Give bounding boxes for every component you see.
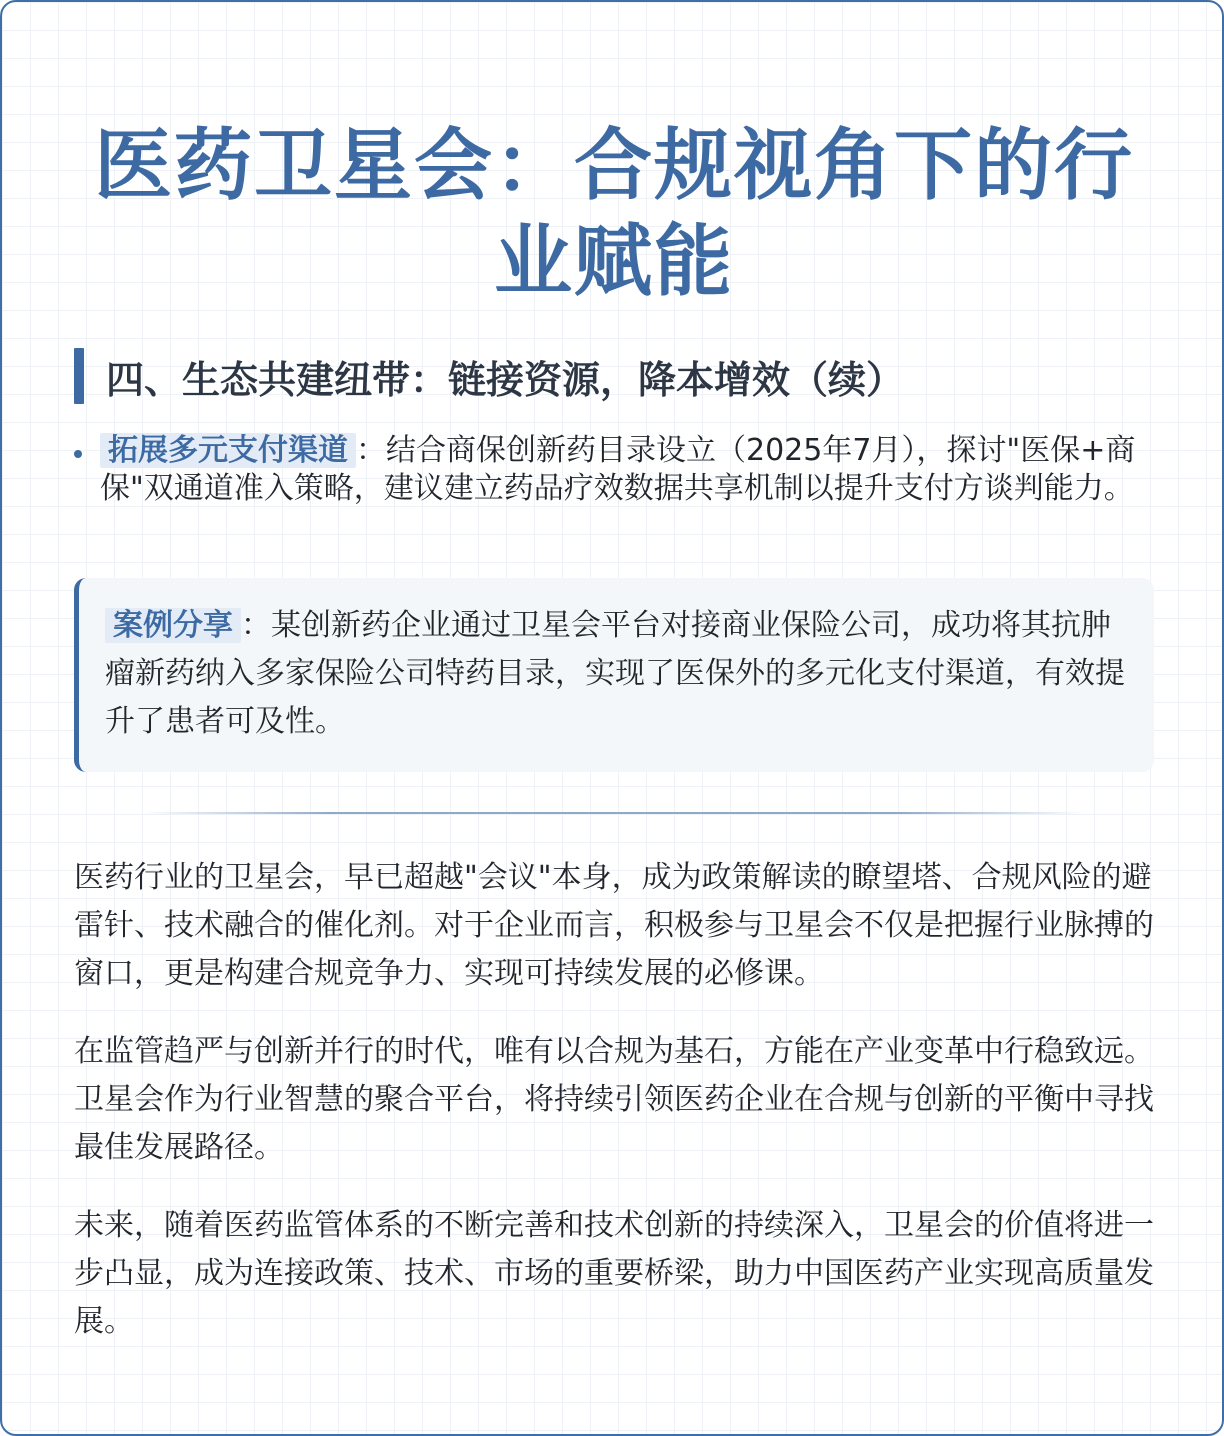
bullet-body	[100, 432, 1144, 508]
bullet-dot-icon	[74, 450, 82, 458]
paragraph-1: 医药行业的卫星会，早已超越"会议"本身，成为政策解读的瞭望塔、合规风险的避雷针、技术融合的催化剂。对于企业而言，积极参与卫星会不仅是把握行业脉搏的窗口，更是构建合规竞争力、实现可持续发展的必修课。	[74, 860, 1154, 991]
bullet-item	[74, 432, 1144, 508]
section-divider	[142, 812, 1086, 814]
bullet-text: 结合商保创新药目录设立（2025年7月），探讨"医保+商保"双通道准入策略，建议建立药品疗效数据共享机制以提升支付方谈判能力。	[100, 433, 1136, 506]
page-title: 医药卫星会：合规视角下的行业赋能	[93, 121, 1134, 307]
case-highlight-label: 案例分享	[105, 608, 241, 643]
case-study-callout	[74, 578, 1154, 772]
section-accent-bar	[74, 348, 84, 404]
bullet-highlight-label: 拓展多元支付渠道	[100, 433, 356, 468]
case-text: 某创新药企业通过卫星会平台对接商业保险公司，成功将其抗肿瘤新药纳入多家保险公司特药目录，实现了医保外的多元化支付渠道，有效提升了患者可及性。	[105, 608, 1125, 739]
bullet-separator: ：	[356, 433, 386, 468]
paragraph-2: 在监管趋严与创新并行的时代，唯有以合规为基石，方能在产业变革中行稳致远。卫星会作为行业智慧的聚合平台，将持续引领医药企业在合规与创新的平衡中寻找最佳发展路径。	[74, 1034, 1154, 1165]
paragraph-3: 未来，随着医药监管体系的不断完善和技术创新的持续深入，卫星会的价值将进一步凸显，成为连接政策、技术、市场的重要桥梁，助力中国医药产业实现高质量发展。	[74, 1208, 1154, 1339]
case-separator: ：	[241, 608, 271, 643]
section-heading-text: 四、生态共建纽带：链接资源，降本增效（续）	[106, 357, 905, 402]
section-heading	[74, 348, 1154, 404]
